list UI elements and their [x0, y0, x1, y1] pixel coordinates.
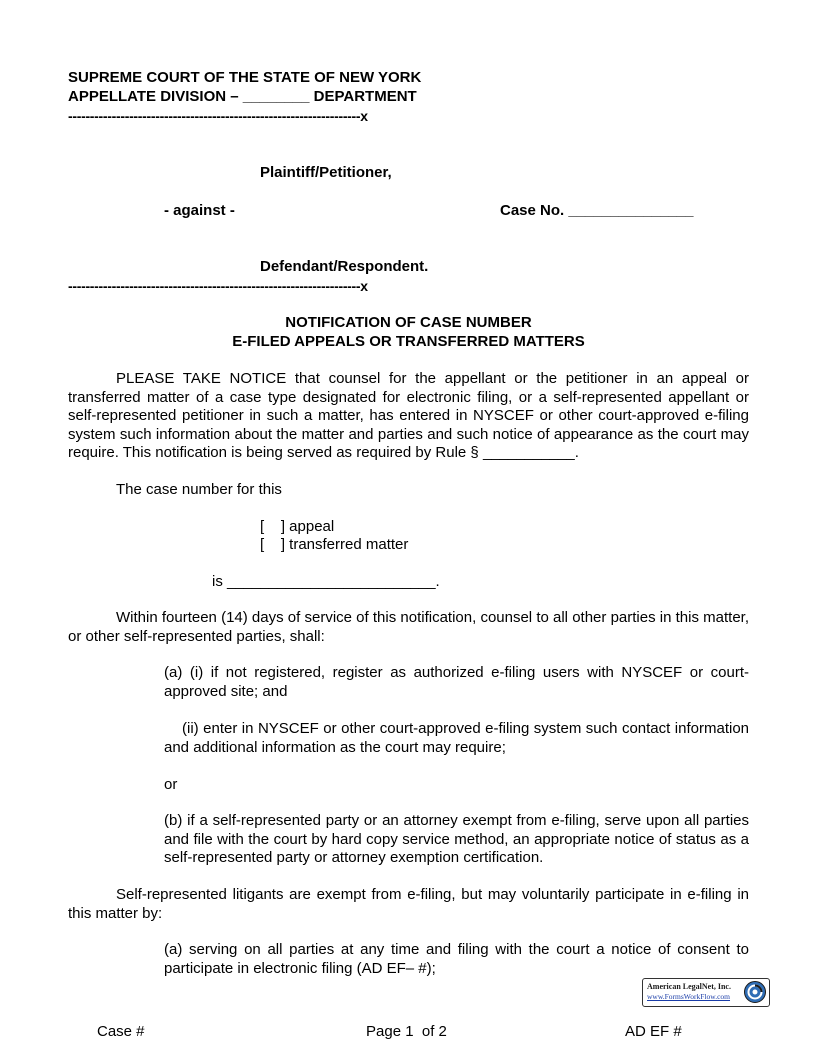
within-fourteen-days-paragraph: [68, 609, 749, 646]
document-title-line2: E-FILED APPEALS OR TRANSFERRED MATTERS: [232, 333, 585, 350]
checkbox-transferred-matter: [ ] transferred matter: [260, 536, 409, 553]
notice-paragraph: [68, 370, 749, 463]
item-a-i: (a) (i) if not registered, register as authorized e-filing users with NYSCEF or court-approved site; and: [164, 664, 749, 700]
notice-paragraph-text: PLEASE TAKE NOTICE that counsel for the appellant or the petitioner in an appeal or transferred matter of a case type designated for electronic filing, or a self-represented appellant or self-represented petitioner in such a matter, has entered in NYSCEF or other court-approved e-filing system such information about the matter and parties and such notice of appearance as the court may require. This notification is being served as required by Rule § ___________.: [68, 370, 749, 461]
item-a-ii: (ii) enter in NYSCEF or other court-approved e-filing system such contact information and additional information as the court may require;: [164, 720, 749, 756]
footer-case-number: Case #: [97, 1023, 145, 1040]
item-b: (b) if a self-represented party or an attorney exempt from e-filing, serve upon all parties and file with the court by hard copy service method, an appropriate notice of status as a self-represented party or attorney exemption certification.: [164, 812, 749, 866]
caption-divider-top: -------------------------------------------------------------------x: [68, 108, 368, 124]
plaintiff-label: Plaintiff/Petitioner,: [260, 164, 392, 181]
case-number-field: Case No. _______________: [500, 202, 694, 219]
or-text: or: [164, 776, 178, 793]
document-title-line1: NOTIFICATION OF CASE NUMBER: [285, 314, 532, 331]
case-number-intro: The case number for this: [116, 481, 282, 498]
footer-form-id: AD EF #: [625, 1023, 682, 1040]
defendant-label: Defendant/Respondent.: [260, 258, 429, 275]
caption-divider-bottom: -------------------------------------------------------------------x: [68, 278, 368, 294]
logo-company-name: American LegalNet, Inc.: [647, 982, 731, 991]
self-represented-paragraph-text: Self-represented litigants are exempt from e-filing, but may voluntarily participate in e-filing in this matter by:: [68, 886, 749, 922]
logo-url-link[interactable]: www.FormsWorkFlow.com: [647, 992, 731, 1001]
american-legalnet-logo: [642, 978, 770, 1007]
self-represented-item-a: (a) serving on all parties at any time and filing with the court a notice of consent to participate in electronic filing (AD EF– #);: [164, 941, 749, 977]
appellate-division-line: APPELLATE DIVISION – ________ DEPARTMENT: [68, 88, 417, 105]
checkbox-appeal: [ ] appeal: [260, 518, 335, 535]
court-name: SUPREME COURT OF THE STATE OF NEW YORK: [68, 69, 422, 86]
against-label: - against -: [164, 202, 235, 219]
self-represented-paragraph: [68, 886, 749, 923]
within-paragraph-text: Within fourteen (14) days of service of this notification, counsel to all other parties in this matter, or other self-represented parties, shall:: [68, 609, 749, 645]
case-number-blank: is _________________________.: [212, 573, 440, 590]
globe-icon: [743, 980, 767, 1004]
footer-page-number: Page 1 of 2: [366, 1023, 447, 1040]
